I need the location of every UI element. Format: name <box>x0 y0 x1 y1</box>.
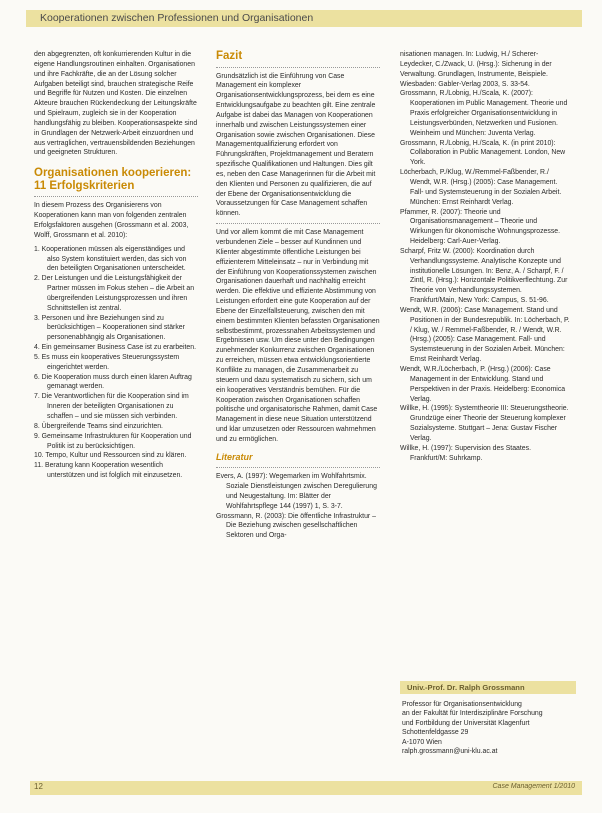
running-header: Kooperationen zwischen Professionen und Organisationen <box>40 12 314 24</box>
list-item: 4. Ein gemeinsamer Business Case ist zu erarbeiten. <box>34 344 197 352</box>
column-3 <box>400 50 570 463</box>
column-2 <box>216 50 380 541</box>
author-line: A-1070 Wien <box>402 738 442 746</box>
reference-item: Evers, A. (1997): Wegemarken im Wohlfahrtsmix. Soziale Dienstleistungen zwischen Deregulierung und Neugestaltung. Im: Blätter der Wohlfahrtspflege 144 (1997) 1, S. 3-7. <box>216 473 377 510</box>
list-item: 2. Der Leistungen und die Leistungsfähigkeit der Partner müssen im Fokus stehen – die Arbeit an übergreifenden Leistungsprozessen und ihren Schnittstellen ist zentral. <box>34 275 195 312</box>
column-1 <box>34 50 198 481</box>
reference-item: Grossmann, R./Lobnig, H./Scala, K. (in print 2010): Collaboration in Public Management. London, New York. <box>400 139 566 167</box>
reference-item: Scharpf, Fritz W. (2000): Koordination durch Verhandlungssysteme. Analytische Konzepte und institutionelle Lösungen. In: Benz, A. / Scharpf, F. / Zintl, R. (Hrsg.): Horizontale Politikverflechtung. Zur Theorie von Verhandlungssystemen. Frankfurt/Main, New York: Campus, S. 51-96. <box>400 247 568 305</box>
lead-paragraph: In diesem Prozess des Organisierens von Kooperationen kann man von folgenden zentralen Erfolgsfaktoren ausgehen (Grossmann et al. 2003, Wolff, Grossmann et al. 2010): <box>34 202 189 239</box>
reference-item: Grossmann, R./Lobnig, H./Scala, K. (2007): Kooperationen im Public Management. Theorie und Praxis erfolgreicher Organisationsentwicklung in Leistungsverbünden, Netzwerken und Fusionen. Weinheim und München: Juventa Verlag. <box>400 90 568 137</box>
reference-item: Löcherbach, P./Klug, W./Remmel-Faßbender, R./ Wendt, W.R. (Hrsg.) (2005): Case Management. Fall- und Systemsteuerung in der Sozialen Arbeit. München: Ernst Reinhardt Verlag. <box>400 169 562 206</box>
journal-name: Case Management 1/2010 <box>492 783 575 790</box>
reference-item: Pfammer, R. (2007): Theorie und Organisationsmanagement – Theorie und Wirkungen für ökonomische Wohnungsprozesse. Heidelberg: Carl-Auer-Verlag. <box>400 208 561 246</box>
reference-list <box>400 50 570 463</box>
reference-item: Grossmann, R. (2003): Die öffentliche Infrastruktur – Die Beziehung zwischen gesellschaftlichen Sektoren und Orga- <box>216 512 376 540</box>
divider <box>216 223 380 224</box>
list-item: 3. Personen und ihre Beziehungen sind zu berücksichtigen – Kooperationen sind stärker personenabhängig als Organisationen. <box>34 314 185 342</box>
reference-item: Wendt, W.R. (2006): Case Management. Stand und Positionen in der Bundesrepublik. In: Löcherbach, P. / Klug, W. / Remmel-Faßbender, R. / Wendt, W.R. (Hrsg.) (2005): Case Management. Fall- und Systemsteuerung in der Sozialen Arbeit. München: Ernst Reinhardt Verlag. <box>400 306 570 364</box>
literature-heading: Literatur <box>216 451 253 462</box>
fazit-heading: Fazit <box>216 50 243 62</box>
divider <box>216 67 380 68</box>
author-line: an der Fakultät für Interdisziplinäre Forschung <box>402 710 543 718</box>
list-item: 11. Beratung kann Kooperation wesentlich unterstützen und ist folglich mit einzusetzen. <box>34 462 183 480</box>
reference-item: nisationen managen. In: Ludwig, H./ Scherer-Leydecker, C./Zwack, U. (Hrsg.): Sicherung in der Verwaltung. Grundlagen, Instrumente, Beispiele. Wiesbaden: Gabler-Verlag 2003, S. 33-54. <box>400 51 552 88</box>
author-name: Univ.-Prof. Dr. Ralph Grossmann <box>407 683 525 692</box>
fazit-paragraph-2: Und vor allem kommt die mit Case Management verbundenen Ziele – besser auf Kundinnen und Klienter abgestimmte öffentliche Leistungen bei effizienterem Mitteleinsatz – nur in Verbindung mit der Einführung von Kooperationssystemen zwischen Organisationen dauerhaft und nachhaltig erreicht werden. Die effektive und effiziente Abstimmung von Leistungen erfordert eine gute Kooperation auf der Ebene der Einzelfallsteuerung, zwischen den mit einem bestimmten Klienten befassten Organisationen selbstbestimmt, prozessnahen Arbeitssystemen und Ergebnissen usw. Um diese unter den Bedingungen zunehmender Konkurrenz zwischen Organisationen zu erreichen, müssen etwa entwicklungsorientierte Konflikte zu managen, die Zusammenarbeit zu steuern und dazu systematisch zu sichern, sich um ein kooperatives Verständnis bemühen. Für die Kooperation zwischen Organisationen schaffen politische und organisatorische Rahmen, damit Case Management in diese neue Situation unterstützend und klar umzusetzen oder Ressourcen wahrnehmen und zu ermöglichen. <box>216 229 380 443</box>
author-line: Professor für Organisationsentwicklung <box>402 701 522 708</box>
reference-item: Willke, H. (1995): Systemtheorie III: Steuerungstheorie. Grundzüge einer Theorie der Steuerung komplexer Sozialsysteme. Stuttgart – Jena: Gustav Fischer Verlag. <box>400 405 569 442</box>
list-item: 5. Es muss ein kooperatives Steuerungssystem eingerichtet werden. <box>34 353 180 371</box>
divider <box>216 467 380 468</box>
intro-paragraph: den abgegrenzten, oft konkurrierenden Kultur in die eigene Handlungsroutinen einhalten. Organisationen und ihre Fachkräfte, die an der Lösung solcher Aufgaben beteiligt sind, brauchen strategische Reife und Begriffe für Nutzen und Kosten. Die einzelnen Akteure brauchen Rückendeckung der Leitungskräfte und Spielraum, zugleich sie in der Kooperation handlungsfähig zu bleiben. Kooperationsaspekte sind in Grundlagen der Netzwerk-Arbeit einzuordnen und aus vertraglichen, vertrauensbildenden Beziehungen und geeigneten Strukturen. <box>34 51 198 157</box>
author-line: Schottenfeldgasse 29 <box>402 729 469 737</box>
reference-item: Willke, H. (1997): Supervision des Staates. Frankfurt/M: Suhrkamp. <box>400 444 531 462</box>
section-heading: Organisationen kooperieren: <box>34 167 192 180</box>
list-item: 10. Tempo, Kultur und Ressourcen sind zu klären. <box>34 452 187 460</box>
criteria-list <box>34 245 198 481</box>
author-email: ralph.grossmann@uni-klu.ac.at <box>402 748 498 756</box>
list-item: 8. Übergreifende Teams sind einzurichten. <box>34 422 163 430</box>
list-item: 6. Die Kooperation muss durch einen klaren Auftrag gemanagt werden. <box>34 373 192 391</box>
divider <box>34 196 198 197</box>
fazit-paragraph-1: Grundsätzlich ist die Einführung von Case Management ein komplexer Organisationsentwicklungsprozess, bei dem es eine Entwicklungsaufgabe zu beachten gilt. Eine zentrale Aufgabe ist dabei das Managen von Kooperationen innerhalb und zwischen Leistungssystemen einer Organisation sowie zwischen Organisationen. Diese Managementqualifizierung erfordert von Führungskräften, Projektmanagement und Beratern spezifische Qualifikationen und Haltungen. Dies gilt es, neben den Case Managerinnen für die Arbeit mit den Klienten und Personen zu qualifizieren, die auf der Ebene der Organisationsentwicklung die Voraussetzungen für Case Management schaffen können. <box>216 72 376 218</box>
reference-item: Wendt, W.R./Löcherbach, P. (Hrsg.) (2006): Case Management in der Entwicklung. Stand und Perspektiven in der Praxis. Heidelberg: Economica Verlag. <box>400 366 566 403</box>
list-item: 7. Die Verantwortlichen für die Kooperation sind im Inneren der beteiligten Organisationen zu schaffen – und sie müssen sich verbinden. <box>34 393 189 420</box>
list-item: 9. Gemeinsame Infrastrukturen für Kooperation und Politik ist zu berücksichtigen. <box>34 432 192 450</box>
page-number: 12 <box>34 782 43 791</box>
author-line: und Fortbildung der Universität Klagenfurt <box>402 719 530 727</box>
list-item: 1. Kooperationen müssen als eigenständiges und also System konstituiert werden, das sich von den beteiligten Organisationen unterscheidet. <box>34 245 187 273</box>
reference-list <box>216 472 380 541</box>
section-subheading: 11 Erfolgskriterien <box>34 179 135 192</box>
author-info <box>402 700 574 756</box>
